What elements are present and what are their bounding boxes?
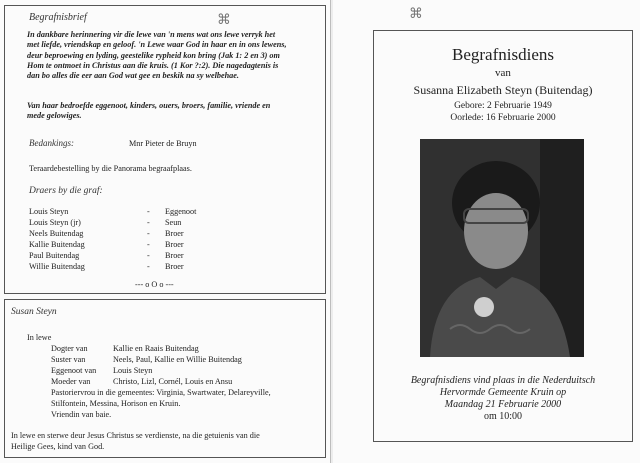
- funeral-letter-box: Begrafnisbrief ⌘ In dankbare herinnering vir die lewe van 'n mens wat ons lewe verryk het met liefde, vriendskap en geloof. 'n Lewe waar God in haar en in ons lewens, deur beproewing en lyding, geestelike rypheid kon bring (Jak 1: 2 en 3) om Hom te ontmoet in Christus aan die kruis. (1 Kor ?:2). Die nagedagtenis is dan bo alles die eer aan God wat gee en beskik na sy welbehae. Van haar bedroefde eggenoot, kinders, ouers, broers, familie, vriende en mede gelowiges. Bedankings: Mnr Pieter de Bruyn Teraardebestelling by die Panorama begraafplaas. Draers by die graf: Louis Steyn - Eggenoot Louis Steyn (jr) - Seun Neels Buitendag - Broer Kallie Buitendag - Broer Paul Buitendag - Broer Willie Buitendag - Broer --- o O o ---: [4, 5, 326, 294]
- page-mark-icon: ⌘: [217, 13, 231, 28]
- born-date: Gebore: 2 Februarie 1949: [454, 101, 552, 111]
- closing-line-2: Heilige Gees, kind van God.: [11, 442, 105, 451]
- undertaker-line: Teraardebestelling by die Panorama begraafplaas.: [29, 164, 192, 173]
- in-life-label: In lewe: [27, 333, 52, 342]
- closing-line-1: In lewe en sterwe deur Jesus Christus se verdienste, na die getuienis van die: [11, 431, 260, 440]
- pastor-line-1: Pastoriervrou in die gemeentes: Virginia, Swartwater, Delareyville,: [51, 388, 271, 397]
- bio-heading: Susan Steyn: [11, 307, 57, 317]
- right-page: [333, 0, 640, 463]
- pastor-line-2: Stilfontein, Messina, Horison en Kruin.: [51, 399, 181, 408]
- service-line-2: Hervormde Gemeente Kruin op: [439, 387, 567, 398]
- intro-paragraph: In dankbare herinnering vir die lewe van 'n mens wat ons lewe verryk het met liefde, vriendskap en geloof. 'n Lewe waar God in haar en in ons lewens, deur beproewing en lyding, geestelike rypheid kon bring (Jak 1: 2 en 3) om Hom te ontmoet in Christus aan die kruis. (1 Kor ?:2). Die nagedagtenis is dan bo alles die eer aan God wat gee en beskik na sy welbehae.: [27, 30, 287, 81]
- portrait-photo: [420, 139, 584, 357]
- cover-van: van: [495, 67, 511, 79]
- cover-box: [373, 30, 633, 442]
- friend-line: Vriendin van baie.: [51, 410, 112, 419]
- deceased-name: Susanna Elizabeth Steyn (Buitendag): [413, 83, 593, 97]
- bio-box: Susan Steyn In lewe Dogter van Kallie en Raais Buitendag Suster van Neels, Paul, Kallie en Willie Buitendag Eggenoot van Louis Steyn Moeder van Christo, Lizl, Cornél, Louis en Ansu Pastoriervrou in die gemeentes: Virginia, Swartwater, Delareyville, Stilfontein, Messina, Horison en Kruin. Vriendin van baie. In lewe en sterwe deur Jesus Christus se verdienste, na die getuienis van die Heilige Gees, kind van God.: [4, 299, 326, 458]
- page-mark-icon: ⌘: [409, 7, 423, 22]
- letter-heading: Begrafnisbrief: [29, 12, 87, 23]
- service-line-1: Begrafnisdiens vind plaas in die Nederduitsch: [410, 375, 596, 386]
- thanks-value: Mnr Pieter de Bruyn: [129, 139, 197, 148]
- bearers-heading: Draers by die graf:: [29, 186, 103, 196]
- divider: --- o O o ---: [135, 280, 174, 289]
- died-date: Oorlede: 16 Februarie 2000: [450, 113, 556, 123]
- thanks-label: Bedankings:: [29, 138, 74, 148]
- service-line-3: Maandag 21 Februarie 2000: [444, 399, 562, 410]
- family-paragraph: Van haar bedroefde eggenoot, kinders, ouers, broers, familie, vriende en mede gelowiges.: [27, 101, 271, 121]
- cover-title: Begrafnisdiens: [452, 45, 554, 64]
- service-line-4: om 10:00: [483, 411, 523, 422]
